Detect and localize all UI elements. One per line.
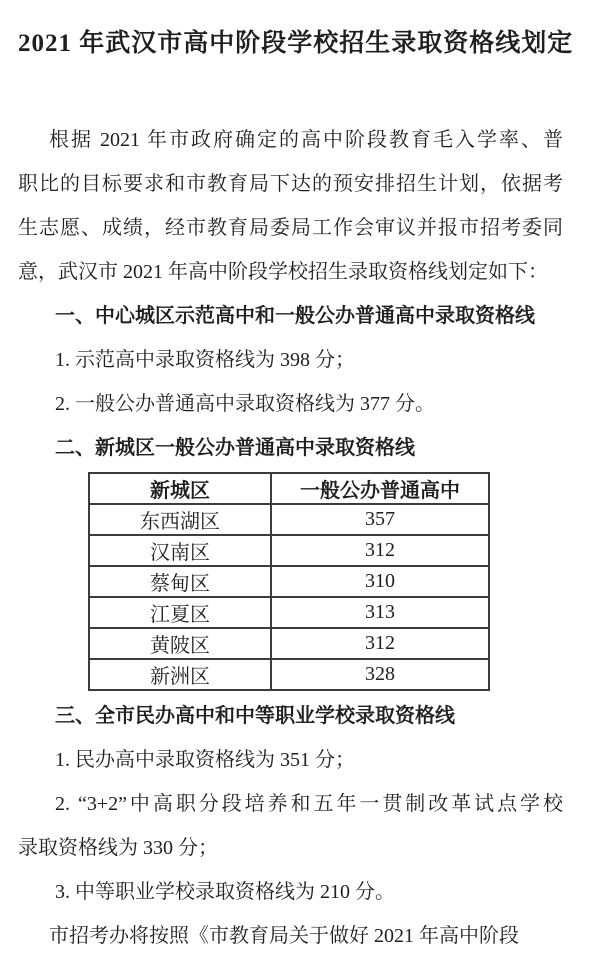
table-header-row	[89, 473, 489, 504]
document-title: 2021 年武汉市高中阶段学校招生录取资格线划定	[18, 30, 574, 57]
intro-line-1: 根据 2021 年市政府确定的高中阶段教育毛入学率、普	[49, 129, 563, 151]
section-three-heading: 三、全市民办高中和中等职业学校录取资格线	[55, 705, 455, 727]
intro-line-2: 职比的目标要求和市教育局下达的预安排招生计划，依据考	[18, 173, 563, 195]
table-header-score: 一般公办普通高中	[271, 473, 489, 504]
section-three-item-1: 1. 民办高中录取资格线为 351 分；	[55, 749, 355, 771]
table-row	[89, 504, 489, 535]
district-score: 313	[271, 597, 489, 628]
district-name: 江夏区	[89, 597, 271, 628]
table-row	[89, 597, 489, 628]
section-one-item-2: 2. 一般公办普通高中录取资格线为 377 分。	[55, 393, 435, 415]
table-row	[89, 659, 489, 690]
section-one-heading: 一、中心城区示范高中和一般公办普通高中录取资格线	[55, 305, 535, 327]
district-score: 312	[271, 628, 489, 659]
section-three-item-3: 3. 中等职业学校录取资格线为 210 分。	[55, 881, 395, 903]
table-row	[89, 628, 489, 659]
district-score: 357	[271, 504, 489, 535]
district-score: 312	[271, 535, 489, 566]
district-name: 汉南区	[89, 535, 271, 566]
table-header-district: 新城区	[89, 473, 271, 504]
district-score-table	[88, 472, 490, 691]
intro-line-4: 意，武汉市 2021 年高中阶段学校招生录取资格线划定如下：	[18, 261, 548, 283]
section-two-heading: 二、新城区一般公办普通高中录取资格线	[55, 437, 415, 459]
district-name: 东西湖区	[89, 504, 271, 535]
table-row	[89, 566, 489, 597]
district-score: 328	[271, 659, 489, 690]
table-row	[89, 535, 489, 566]
closing-line: 市招考办将按照《市教育局关于做好 2021 年高中阶段	[49, 925, 519, 947]
section-three-item-2-line-1: 2. “3+2”中高职分段培养和五年一贯制改革试点学校	[55, 793, 563, 815]
district-name: 蔡甸区	[89, 566, 271, 597]
district-name: 黄陂区	[89, 628, 271, 659]
section-one-item-1: 1. 示范高中录取资格线为 398 分；	[55, 349, 355, 371]
district-score: 310	[271, 566, 489, 597]
section-three-item-2-line-2: 录取资格线为 330 分；	[18, 837, 218, 859]
district-name: 新洲区	[89, 659, 271, 690]
intro-paragraph	[18, 118, 563, 294]
intro-line-3: 生志愿、成绩，经市教育局委局工作会审议并报市招考委同	[18, 217, 563, 239]
